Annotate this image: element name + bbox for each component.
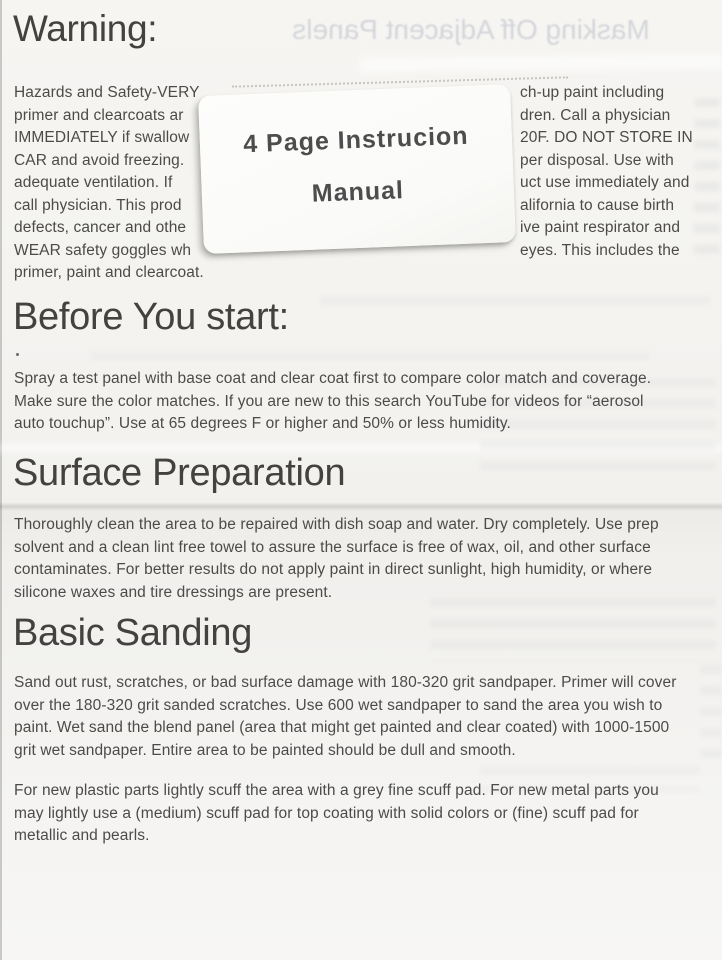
before-you-start-paragraph xyxy=(14,368,720,436)
paragraph-line: may lightly use a (medium) scuff pad for top coating with solid colors or (fine) scuff pad for xyxy=(14,804,639,822)
paragraph-line: Thoroughly clean the area to be repaired with dish soap and water. Dry completely. Use prep xyxy=(14,516,659,533)
warning-line-left: primer, paint and clearcoat. xyxy=(14,264,204,281)
bleed-through-mirrored-heading: Masking Off Adjacent Panels xyxy=(292,14,650,45)
surface-preparation-paragraph xyxy=(14,514,720,604)
warning-line-right: ive paint respirator and xyxy=(520,219,681,236)
paragraph-line: Spray a test panel with base coat and clear coat first to compare color match and coverage. xyxy=(14,370,652,387)
basic-sanding-heading: Basic Sanding xyxy=(13,612,253,654)
paragraph-line: contaminates. For better results do not apply paint in direct sunlight, high humidity, or where xyxy=(14,561,653,578)
paragraph-line: auto touchup”. Use at 65 degrees F or higher and 50% or less humidity. xyxy=(14,415,511,432)
stray-ink-dot xyxy=(16,353,19,356)
warning-line-right: uct use immediately and xyxy=(520,174,690,191)
warning-line-left: call physician. This prod xyxy=(14,196,182,214)
warning-line-right: per disposal. Use with xyxy=(520,151,674,169)
warning-line-left: defects, cancer and othe xyxy=(14,219,187,236)
sticker-subtitle: Manual xyxy=(311,176,405,208)
paragraph-line: paint. Wet sand the blend panel (area that might get painted and clear coated) with 1000-1500 xyxy=(14,719,670,736)
surface-preparation-heading: Surface Preparation xyxy=(13,452,346,494)
warning-line-left: CAR and avoid freezing. xyxy=(14,151,185,169)
warning-line-left: IMMEDIATELY if swallow xyxy=(14,129,190,146)
paragraph-line: solvent and a clean lint free towel to assure the surface is free of wax, oil, and other surface xyxy=(14,538,651,556)
manual-sticker-label xyxy=(198,84,516,254)
photo-left-edge xyxy=(0,0,2,960)
warning-line xyxy=(14,262,714,285)
sticker-title: 4 Page Instrucion xyxy=(242,121,470,159)
paragraph-line: For new plastic parts lightly scuff the area with a grey fine scuff pad. For new metal parts you xyxy=(14,782,659,799)
warning-line-right: eyes. This includes the xyxy=(520,241,680,259)
scuff-pad-paragraph xyxy=(14,780,720,848)
bleed-through-smudge xyxy=(90,352,650,366)
warning-heading: Warning: xyxy=(13,8,158,49)
paragraph-line: grit wet sandpaper. Entire area to be painted should be dull and smooth. xyxy=(14,741,516,759)
bleed-through-smudge xyxy=(430,598,716,662)
paragraph-line: metallic and pearls. xyxy=(14,827,150,844)
paragraph-line: silicone waxes and tire dressings are present. xyxy=(14,583,333,601)
warning-line-right: dren. Call a physician xyxy=(520,106,671,124)
bleed-through-smudge xyxy=(320,296,710,316)
warning-line-left: WEAR safety goggles wh xyxy=(14,241,192,259)
paragraph-line: Make sure the color matches. If you are new to this search YouTube for videos for “aerosol xyxy=(14,392,644,410)
warning-line-left: primer and clearcoats ar xyxy=(14,106,184,124)
before-you-start-heading: Before You start: xyxy=(13,296,289,338)
paragraph-line: Sand out rust, scratches, or bad surface damage with 180-320 grit sandpaper. Primer will cover xyxy=(14,674,677,691)
basic-sanding-paragraph xyxy=(14,672,720,762)
warning-line-right: alifornia to cause birth xyxy=(520,196,675,214)
warning-line-left: Hazards and Safety-VERY xyxy=(14,84,200,101)
warning-line-left: adequate ventilation. If xyxy=(14,174,173,191)
warning-line-right: ch-up paint including xyxy=(520,84,665,101)
sheet-edge-shadow xyxy=(0,502,722,511)
paragraph-line: over the 180-320 grit sanded scratches. Use 600 wet sandpaper to sand the area you wish to xyxy=(14,696,663,714)
warning-line-right: 20F. DO NOT STORE IN xyxy=(520,129,693,146)
